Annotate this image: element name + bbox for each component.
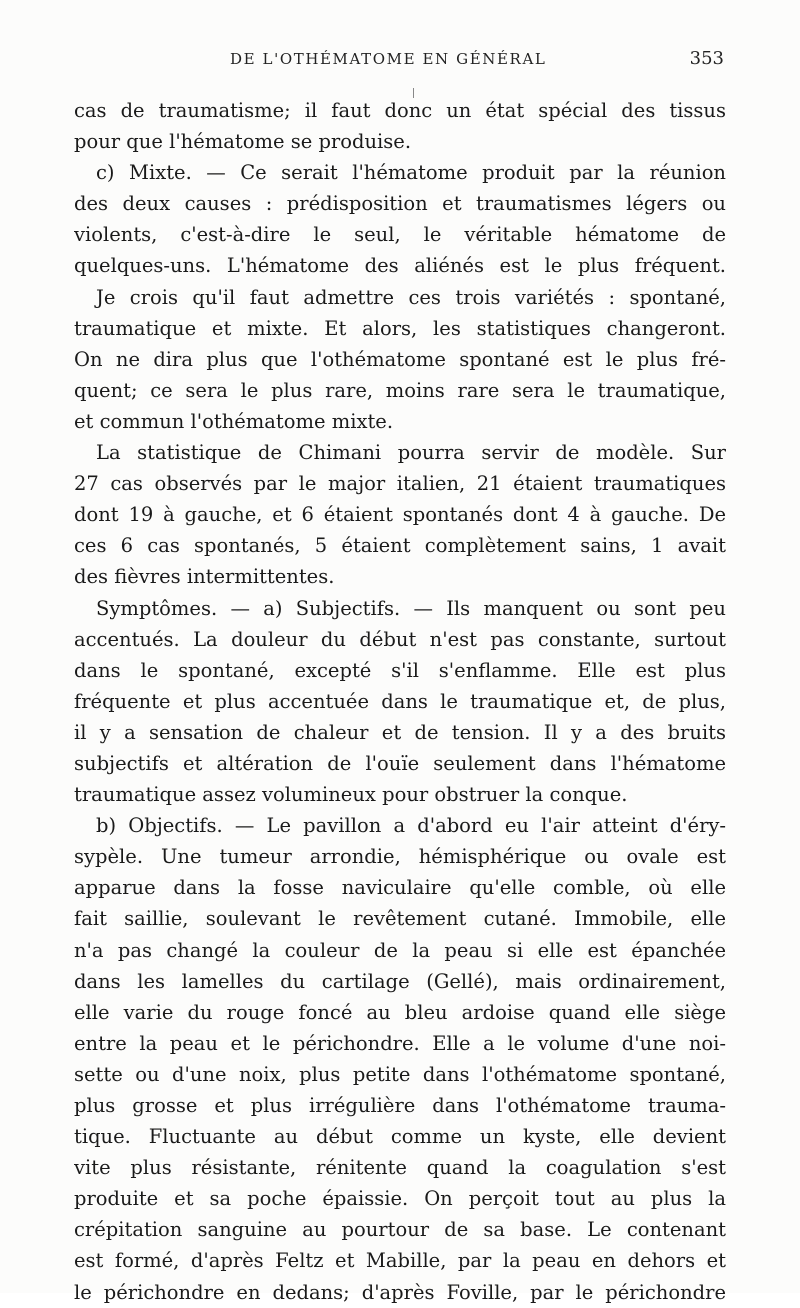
running-title: DE L'OTHÉMATOME EN GÉNÉRAL <box>230 50 547 68</box>
text-line: sette ou d'une noix, plus petite dans l'othématome spontané, <box>74 1062 726 1086</box>
text-line: traumatique assez volumineux pour obstruer la conque. <box>74 783 628 807</box>
text-line: produite et sa poche épaissie. On perçoit tout au plus la <box>74 1187 726 1211</box>
text-line: dans le spontané, excepté s'il s'enflamme. Elle est plus <box>74 658 726 682</box>
text-line: plus grosse et plus irrégulière dans l'othématome trauma- <box>74 1094 726 1117</box>
text-line: fréquente et plus accentuée dans le traumatique et, de plus, <box>74 689 726 713</box>
text-line: apparue dans la fosse naviculaire qu'elle comble, où elle <box>74 876 726 900</box>
text-line: entre la peau et le périchondre. Elle a le volume d'une noi- <box>74 1031 726 1055</box>
text-line: accentués. La douleur du début n'est pas constante, surtout <box>74 627 726 651</box>
text-line: est formé, d'après Feltz et Mabille, par la peau en dehors et <box>74 1249 726 1273</box>
text-line: des deux causes : prédisposition et traumatismes légers ou <box>74 192 726 216</box>
text-line: quelques-uns. L'hématome des aliénés est le plus fréquent. <box>74 254 726 278</box>
text-line: Je crois qu'il faut admettre ces trois variétés : spontané, <box>96 285 726 309</box>
text-line: dont 19 à gauche, et 6 étaient spontanés dont 4 à gauche. De <box>74 503 726 527</box>
text-line: On ne dira plus que l'othématome spontané est le plus fré- <box>74 347 726 371</box>
text-line: n'a pas changé la couleur de la peau si elle est épanchée <box>74 938 726 962</box>
text-line: subjectifs et altération de l'ouïe seulement dans l'hématome <box>74 751 726 775</box>
text-line: pour que l'hématome se produise. <box>74 130 412 154</box>
page-header <box>70 50 730 76</box>
text-line: sypèle. Une tumeur arrondie, hémisphérique ou ovale est <box>74 845 726 869</box>
text-line: fait saillie, soulevant le revêtement cutané. Immobile, elle <box>74 907 726 931</box>
text-line: La statistique de Chimani pourra servir de modèle. Sur <box>96 441 726 465</box>
text-line: 27 cas observés par le major italien, 21 étaient traumatiques <box>74 472 726 496</box>
text-line: vite plus résistante, rénitente quand la coagulation s'est <box>74 1156 726 1180</box>
text-line: dans les lamelles du cartilage (Gellé), mais ordinairement, <box>74 969 726 993</box>
text-line: cas de traumatisme; il faut donc un état spécial des tissus <box>74 99 726 122</box>
text-line: il y a sensation de chaleur et de tension. Il y a des bruits <box>74 720 726 744</box>
text-line: traumatique et mixte. Et alors, les statistiques changeront. <box>74 316 726 340</box>
text-line: ces 6 cas spontanés, 5 étaient complètement sains, 1 avait <box>74 534 726 558</box>
text-line: elle varie du rouge foncé au bleu ardoise quand elle siège <box>74 1000 726 1024</box>
text-line: violents, c'est-à-dire le seul, le véritable hématome de <box>74 223 726 247</box>
text-line: des fièvres intermittentes. <box>74 565 335 589</box>
text-line: tique. Fluctuante au début comme un kyste, elle devient <box>74 1125 726 1149</box>
text-line: Symptômes. — a) Subjectifs. — Ils manquent ou sont peu <box>96 596 726 620</box>
text-line: le périchondre en dedans; d'après Foville, par le périchondre <box>74 1280 726 1304</box>
text-line: b) Objectifs. — Le pavillon a d'abord eu l'air atteint d'éry- <box>96 814 726 838</box>
text-line: quent; ce sera le plus rare, moins rare sera le traumatique, <box>74 378 726 402</box>
text-line: crépitation sanguine au pourtour de sa base. Le contenant <box>74 1218 726 1242</box>
body-text <box>74 95 726 1308</box>
page-number: 353 <box>689 48 724 69</box>
text-line: et commun l'othématome mixte. <box>74 409 394 433</box>
text-line: c) Mixte. — Ce serait l'hématome produit par la réunion <box>96 161 726 185</box>
